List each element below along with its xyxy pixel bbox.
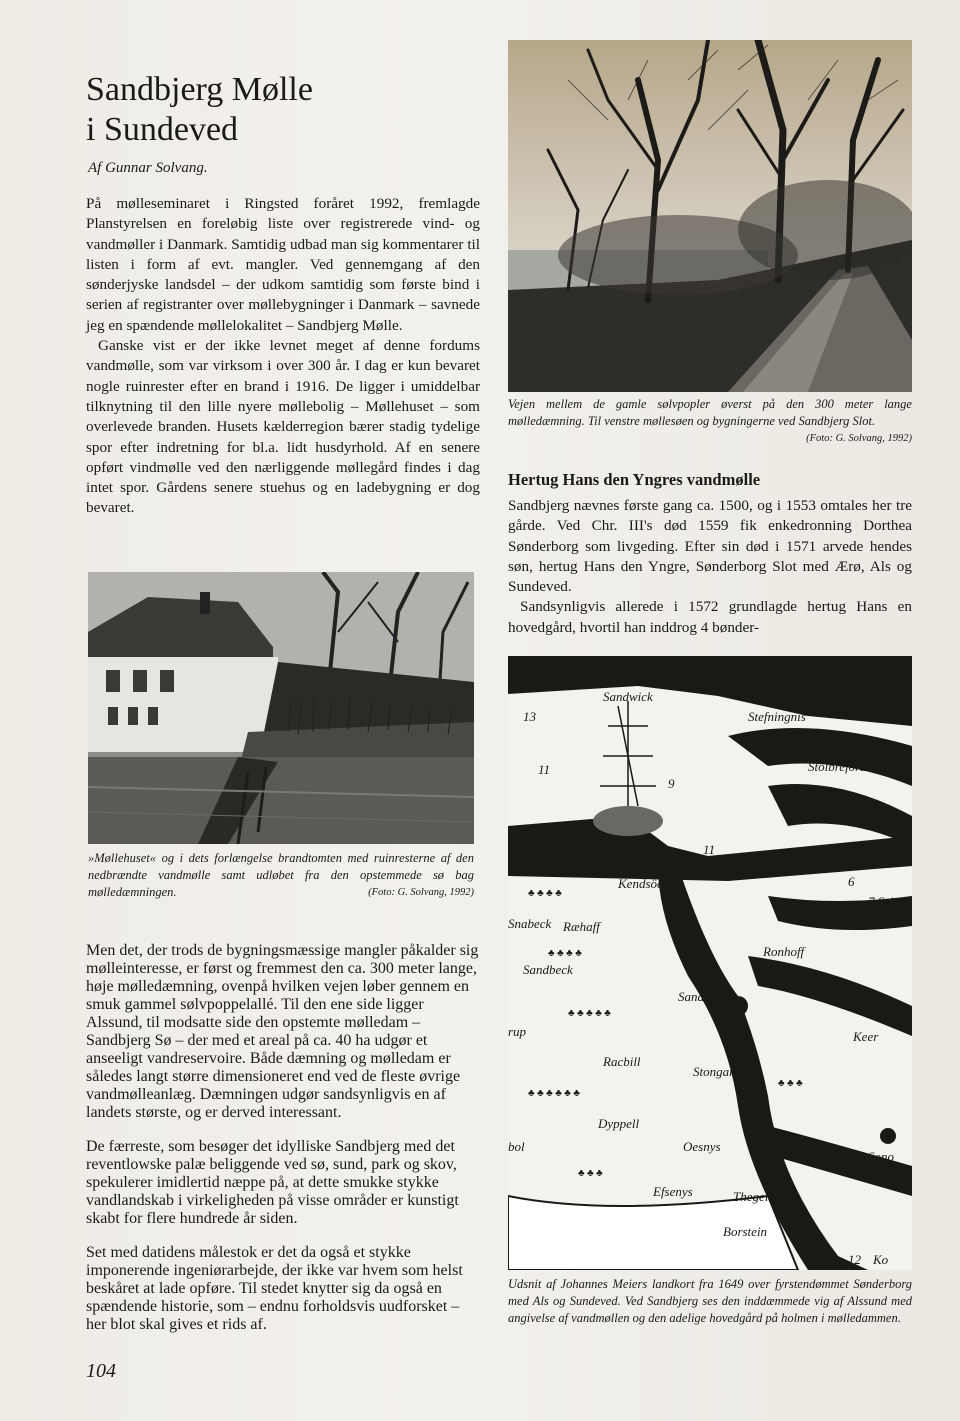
map-label: Dyppell bbox=[598, 1116, 640, 1131]
map-label: 11 bbox=[703, 842, 716, 857]
map-label: Efsenys bbox=[653, 1184, 693, 1199]
caption-text: »Møllehuset« og i dets forlængelse brandtomten med ruinresterne af den nedbrændte vandmølle samt udløbet fra den opstemmede sø bag mølledæmningen. bbox=[88, 851, 474, 899]
poplar-road-image bbox=[508, 40, 912, 392]
caption-text: Vejen mellem de gamle sølvpopler øverst på den 300 meter lange mølledæmning. Til venstre møllesøen og bygningerne ved Sandbjerg Slot. bbox=[508, 397, 912, 428]
map-label: Stolbreförd bbox=[808, 759, 867, 774]
top-photo bbox=[508, 40, 912, 392]
map-label: Kendsöer bbox=[618, 876, 668, 891]
map-caption bbox=[508, 1276, 912, 1327]
house-photo bbox=[88, 572, 474, 844]
caption-text: Udsnit af Johannes Meiers landkort fra 1649 over fyrstendømmet Sønderborg med Als og Sundeved. Ved Sandbjerg ses den inddæmmede vig af Alssund med angivelse af vandmøllen og den adelige hovedgård på holmen i mølledammen. bbox=[508, 1277, 912, 1325]
map-label: Oesnys bbox=[683, 1139, 721, 1154]
map-label: 11 bbox=[538, 762, 551, 777]
svg-text:♣ ♣ ♣: ♣ ♣ ♣ bbox=[578, 1168, 603, 1179]
page-number: 104 bbox=[86, 1360, 116, 1382]
intro-paragraph: På mølleseminaret i Ringsted foråret 1992, fremlagde Planstyrelsen en foreløbig liste over registrerede vind- og vandmøller i Danmark. Samtidig udbad man sig kommentarer til listen i form af evt. mangler. Ved gennemgang af den sønderjyske landsdel – der udkom samtidig som første bind i serien af registranter over møllebygninger i Danmark – savnede jeg en spændende møllelokalitet – Sandbjerg Mølle. bbox=[86, 195, 480, 334]
section-paragraph: Sandbjerg nævnes første gang ca. 1500, og i 1553 omtales her tre gårde. Ved Chr. III's død 1559 fik enkedronning Dorthea Sønderborg som livgeding. Efter sin død i 1571 arvede hendes søn, hertug Hans den Yngre, Sønderborg Slot med Ærø, Als og Sundeved. bbox=[508, 497, 912, 596]
map-label: Sono bbox=[868, 1149, 894, 1164]
map-label: Tunde bbox=[863, 704, 895, 719]
map-label: Stollbron bbox=[838, 799, 886, 814]
article-title bbox=[86, 70, 313, 150]
map-label: 7 Sei bbox=[868, 894, 894, 909]
svg-text:♣ ♣ ♣ ♣ ♣ ♣: ♣ ♣ ♣ ♣ ♣ ♣ bbox=[528, 1088, 580, 1099]
photo-credit: (Foto: G. Solvang, 1992) bbox=[368, 887, 474, 898]
map-label: Kattholm bbox=[828, 854, 877, 869]
map-label: Sandwick bbox=[603, 689, 653, 704]
house-photo-caption bbox=[88, 850, 474, 901]
map-label: Snabeck bbox=[508, 916, 552, 931]
top-photo-caption bbox=[508, 396, 912, 447]
map-label: Stefningnis bbox=[748, 709, 806, 724]
svg-text:♣ ♣ ♣: ♣ ♣ ♣ bbox=[778, 678, 803, 689]
map-label: 12 bbox=[848, 1252, 861, 1267]
section-column bbox=[508, 470, 912, 638]
map-label: Stongard bbox=[693, 1064, 741, 1079]
intro-paragraph: Ganske vist er der ikke levnet meget af denne fordums vandmølle, som var virksom i over 300 år. I dag er kun bevaret nogle ruinrester efter en brand i 1916. De ligger i umiddelbar tilknytning til den lille nyere møllebolig – Møllehuset – som overlevede branden. Husets kælderregion bærer stadig tydelige spor efter indretning for bl.a. lidt husdyrhold. Af en senere opført vindmølle ved den nærliggende møllegård findes i dag intet spor. Gårdens senere stuehus og en ladebygning er dog bevaret. bbox=[86, 337, 480, 517]
map-label: Bagmoes bbox=[798, 979, 846, 994]
map-label: Sandbeck bbox=[523, 962, 573, 977]
map-label: 9 bbox=[668, 776, 675, 791]
title-line-2: i Sundeved bbox=[86, 111, 239, 148]
map-label: Arkielsöer bbox=[708, 862, 763, 877]
historic-map bbox=[508, 656, 912, 1270]
map-label: 13 bbox=[523, 709, 536, 724]
map-label: Borstein bbox=[723, 1224, 768, 1239]
map-label: Ko bbox=[873, 1252, 889, 1267]
intro-column bbox=[86, 194, 480, 519]
body-paragraph: De færreste, som besøger det idylliske Sandbjerg med det reventlowske palæ beliggende ved sø, sund, park og skov, spekulerer imidlertid næppe på, at dette smukke stykke vandlandskab i virkeligheden på visse områder er kunstigt skabt for flere hundrede år siden. bbox=[86, 1138, 459, 1227]
map-label: Thegelhoff bbox=[733, 1189, 789, 1204]
mill-house-image bbox=[88, 572, 474, 844]
map-label: Racbill bbox=[603, 1054, 641, 1069]
section-heading: Hertug Hans den Yngres vandmølle bbox=[508, 470, 761, 489]
map-label: 12 bbox=[678, 929, 691, 944]
body-paragraph: Set med datidens målestok er det da også et stykke imponerende ingeniørarbejde, der ikke var hvem som helst beskåret at lade opføre. Til stedet knytter sig da også en spændende historie, som – endnu forholdsvis uudforsket – her blot skal gives et rids af. bbox=[86, 1244, 463, 1333]
svg-text:♣ ♣ ♣ ♣: ♣ ♣ ♣ ♣ bbox=[548, 948, 582, 959]
title-line-1: Sandbjerg Mølle bbox=[86, 71, 313, 108]
map-label: Keer bbox=[853, 1029, 879, 1044]
byline: Af Gunnar Solvang. bbox=[88, 160, 208, 176]
photo-credit: (Foto: G. Solvang, 1992) bbox=[806, 433, 912, 444]
body-column bbox=[86, 926, 480, 1350]
svg-text:♣ ♣ ♣: ♣ ♣ ♣ bbox=[778, 1078, 803, 1089]
svg-text:♣ ♣ ♣ ♣ ♣: ♣ ♣ ♣ ♣ ♣ bbox=[568, 1008, 611, 1019]
map-label: bol bbox=[508, 1139, 525, 1154]
map-label: 6 bbox=[848, 874, 855, 889]
map-label: Ræhaff bbox=[563, 919, 600, 934]
map-image bbox=[508, 656, 912, 1270]
section-paragraph: Sandsynligvis allerede i 1572 grundlagde hertug Hans en hovedgård, hvortil han inddrog 4 bønder- bbox=[508, 598, 912, 636]
body-paragraph: Men det, der trods de bygningsmæssige mangler påkalder sig mølleinteresse, er først og fremmest den ca. 300 meter lange, høje mølledæmning, ovenpå hvilken vejen løber gennem en smuk gammel sølvpoppelallé. Til den ene side ligger Alssund, til modsatte side den opstemte mølledam – Sandbjerg Sø – der med et areal på ca. 40 ha udgør et anseeligt vandreservoire. Både dæmning og mølledam er således langt større dimensioneret end ved de fleste øvrige vandmølleanlæg. Dæmningen udgør sandsynligvis en af landets største, og er derved interessant. bbox=[86, 942, 479, 1121]
map-label: rup bbox=[508, 1024, 527, 1039]
map-label: Ronhoff bbox=[763, 944, 805, 959]
svg-text:♣ ♣ ♣ ♣: ♣ ♣ ♣ ♣ bbox=[528, 888, 562, 899]
map-label: Sandberg bbox=[678, 989, 728, 1004]
